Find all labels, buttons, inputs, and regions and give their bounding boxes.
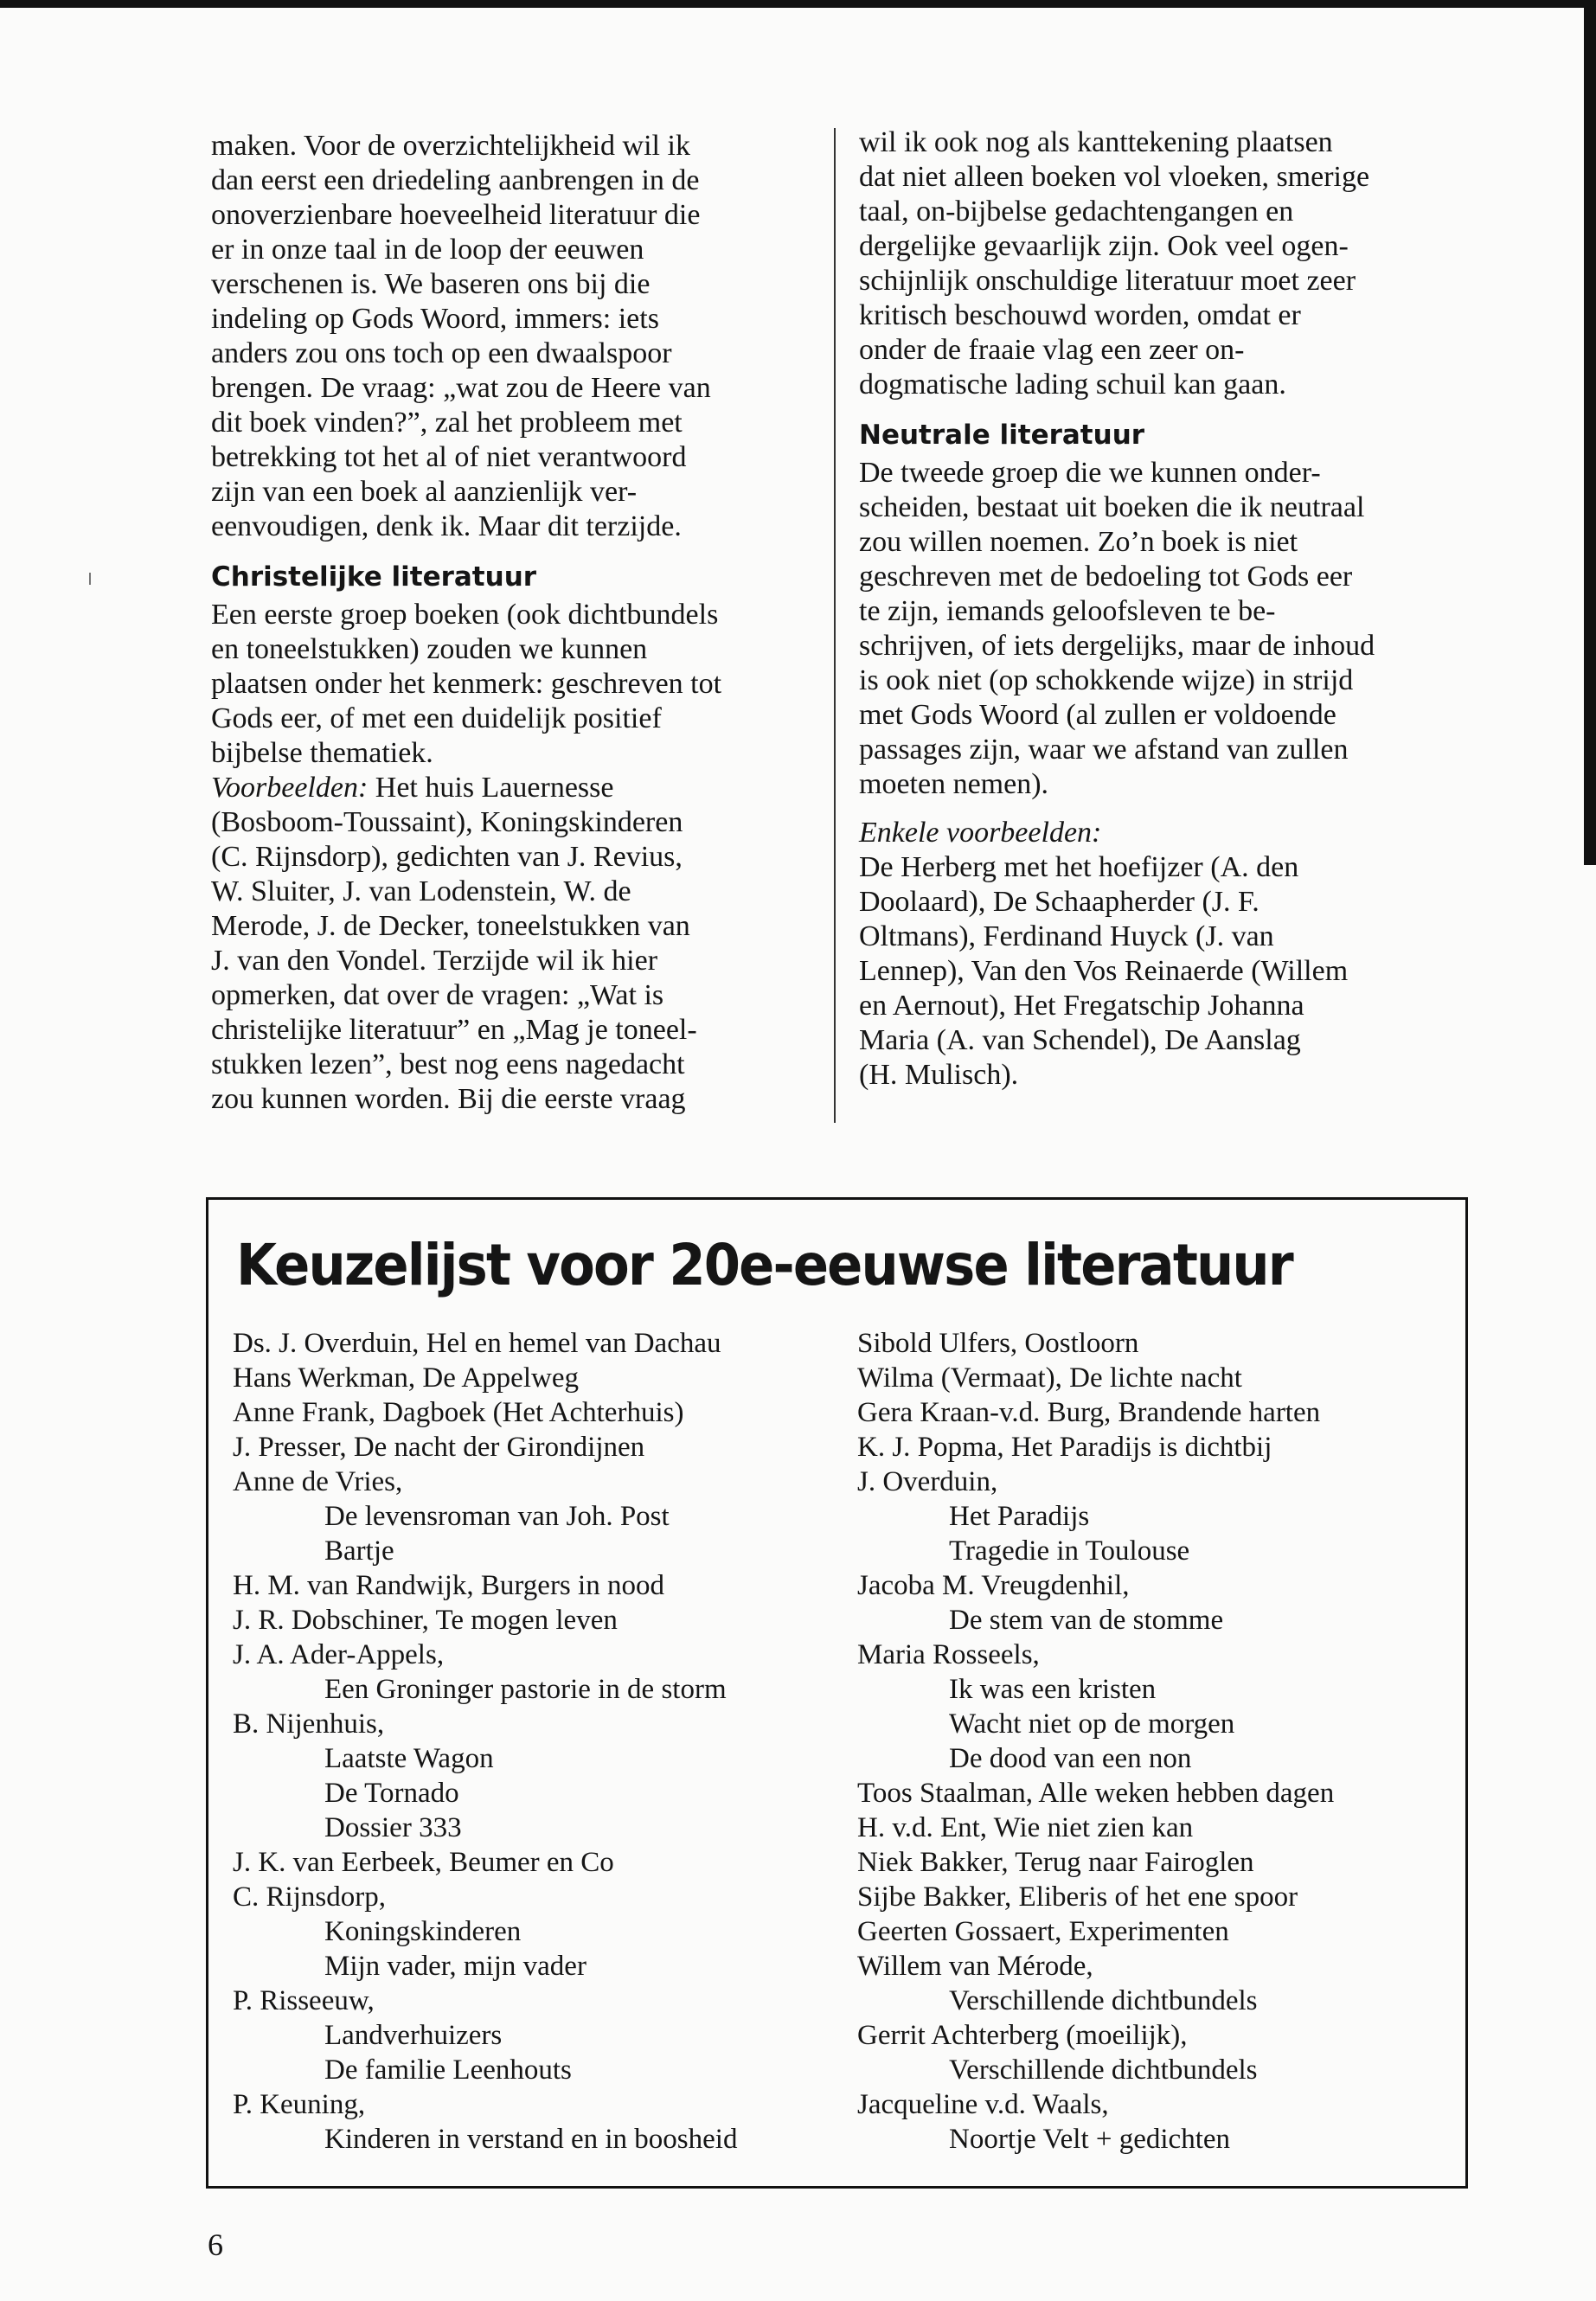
text-line: Lennep), Van den Vos Reinaerde (Willem	[859, 955, 1349, 987]
list-item: Anne Frank, Dagboek (Het Achterhuis)	[233, 1397, 684, 1428]
text-line: te zijn, iemands geloofsleven te be-	[859, 595, 1276, 627]
section-heading-neutral: Neutrale literatuur	[859, 420, 1145, 451]
list-item: De levensroman van Joh. Post	[324, 1501, 670, 1532]
text-line: anders zou ons toch op een dwaalspoor	[211, 337, 672, 369]
list-item: Hans Werkman, De Appelweg	[233, 1362, 579, 1394]
text-line: Doolaard), De Schaapherder (J. F.	[859, 886, 1259, 918]
text-line: Maria (A. van Schendel), De Aanslag	[859, 1024, 1301, 1056]
text-line: J. van den Vondel. Terzijde wil ik hier	[211, 945, 658, 977]
text-line: en toneelstukken) zouden we kunnen	[211, 633, 648, 665]
right-edge-bar	[1584, 0, 1596, 865]
text-line: met Gods Woord (al zullen er voldoende	[859, 699, 1336, 731]
list-item: Mijn vader, mijn vader	[324, 1951, 586, 1982]
list-item: J. K. van Eerbeek, Beumer en Co	[233, 1847, 614, 1878]
list-item: Wacht niet op de morgen	[949, 1708, 1235, 1740]
spacer	[859, 802, 1465, 816]
text-line: geschreven met de bedoeling tot Gods eer	[859, 561, 1353, 593]
text-line: brengen. De vraag: „wat zou de Heere van	[211, 372, 711, 404]
text-line: taal, on-bijbelse gedachtengangen en	[859, 195, 1294, 228]
text-line: dergelijke gevaarlijk zijn. Ook veel ogen-	[859, 230, 1349, 262]
text-line: dan eerst een driedeling aanbrengen in de	[211, 164, 700, 196]
list-item: Gerrit Achterberg (moeilijk),	[857, 2020, 1188, 2051]
text-line: onoverzienbare hoeveelheid literatuur die	[211, 199, 701, 231]
text-line: onder de fraaie vlag een zeer on-	[859, 334, 1245, 366]
list-item: Laatste Wagon	[324, 1743, 494, 1774]
list-item: P. Risseeuw,	[233, 1985, 375, 2016]
examples-label: Voorbeelden:	[211, 772, 369, 804]
text-line: is ook niet (op schokkende wijze) in strijd	[859, 664, 1354, 696]
list-item: H. v.d. Ent, Wie niet zien kan	[857, 1812, 1194, 1843]
list-item: P. Keuning,	[233, 2089, 366, 2120]
text-line: Oltmans), Ferdinand Huyck (J. van	[859, 920, 1274, 952]
text-line: Merode, J. de Decker, toneelstukken van	[211, 910, 690, 942]
text-line: plaatsen onder het kenmerk: geschreven tot	[211, 668, 722, 700]
text-line: Gods eer, of met een duidelijk positief	[211, 702, 662, 734]
text-line: Een eerste groep boeken (ook dichtbundels	[211, 599, 719, 631]
text-line: opmerken, dat over de vragen: „Wat is	[211, 979, 664, 1011]
list-item: J. A. Ader-Appels,	[233, 1639, 445, 1670]
list-item: J. Overduin,	[857, 1466, 998, 1497]
section-heading-christian: Christelijke literatuur	[211, 561, 537, 593]
list-item: De stem van de stomme	[949, 1605, 1224, 1636]
text-line: indeling op Gods Woord, immers: iets	[211, 303, 659, 335]
list-item: Willem van Mérode,	[857, 1951, 1093, 1982]
text-line: stukken lezen”, best nog eens nagedacht	[211, 1048, 685, 1080]
text-line: wil ik ook nog als kanttekening plaatsen	[859, 126, 1333, 158]
list-item: Tragedie in Toulouse	[949, 1535, 1190, 1567]
list-item: Een Groninger pastorie in de storm	[324, 1674, 727, 1705]
list-item: Toos Staalman, Alle weken hebben dagen	[857, 1778, 1335, 1809]
book-list-left	[233, 1326, 821, 2157]
examples-line	[211, 771, 817, 805]
text-line: zou kunnen worden. Bij die eerste vraag	[211, 1083, 686, 1115]
list-item: Niek Bakker, Terug naar Fairoglen	[857, 1847, 1254, 1878]
text-line: scheiden, bestaat uit boeken die ik neutraal	[859, 491, 1365, 523]
list-item: Het Paradijs	[949, 1501, 1090, 1532]
text-line: verschenen is. We baseren ons bij die	[211, 268, 651, 300]
list-item: Sijbe Bakker, Eliberis of het ene spoor	[857, 1881, 1298, 1913]
list-item: Koningskinderen	[324, 1916, 522, 1947]
list-item: J. Presser, De nacht der Girondijnen	[233, 1432, 645, 1463]
list-item: Ds. J. Overduin, Hel en hemel van Dachau	[233, 1328, 721, 1359]
list-item: Verschillende dichtbundels	[949, 1985, 1258, 2016]
list-item: B. Nijenhuis,	[233, 1708, 385, 1740]
text-line: betrekking tot het al of niet verantwoord	[211, 441, 687, 473]
list-item: Geerten Gossaert, Experimenten	[857, 1916, 1229, 1947]
list-item: Jacqueline v.d. Waals,	[857, 2089, 1109, 2120]
text-line: De tweede groep die we kunnen onder-	[859, 457, 1321, 489]
list-item: De familie Leenhouts	[324, 2054, 572, 2086]
list-item: Wilma (Vermaat), De lichte nacht	[857, 1362, 1242, 1394]
text-line: dogmatische lading schuil kan gaan.	[859, 369, 1286, 401]
list-item: Jacoba M. Vreugdenhil,	[857, 1570, 1130, 1601]
text-line: De Herberg met het hoefijzer (A. den	[859, 851, 1299, 883]
text-line: (C. Rijnsdorp), gedichten van J. Revius,	[211, 841, 683, 873]
list-item: De dood van een non	[949, 1743, 1192, 1774]
text-line: kritisch beschouwd worden, omdat er	[859, 299, 1301, 331]
examples-label: Enkele voorbeelden:	[859, 817, 1102, 849]
list-item: Gera Kraan-v.d. Burg, Brandende harten	[857, 1397, 1321, 1428]
book-list-right	[857, 1326, 1445, 2157]
list-item: J. R. Dobschiner, Te mogen leven	[233, 1605, 618, 1636]
text-line: schijnlijk onschuldige literatuur moet zeer	[859, 265, 1356, 297]
list-item: Noortje Velt + gedichten	[949, 2124, 1231, 2155]
column-divider	[834, 128, 836, 1123]
list-item: Dossier 333	[324, 1812, 462, 1843]
list-item: Kinderen in verstand en in boosheid	[324, 2124, 738, 2155]
margin-mark	[89, 573, 91, 585]
text-line: W. Sluiter, J. van Lodenstein, W. de	[211, 875, 631, 907]
text-line: christelijke literatuur” en „Mag je toneel-	[211, 1014, 697, 1046]
list-item: Bartje	[324, 1535, 394, 1567]
text-line: dat niet alleen boeken vol vloeken, smerige	[859, 161, 1370, 193]
left-article-column	[211, 129, 817, 1117]
list-item: Sibold Ulfers, Oostloorn	[857, 1328, 1139, 1359]
examples-first-line: Het huis Lauernesse	[368, 772, 614, 804]
text-line: zijn van een boek al aanzienlijk ver-	[211, 476, 638, 508]
list-item: K. J. Popma, Het Paradijs is dichtbij	[857, 1432, 1272, 1463]
page-number: 6	[208, 2227, 223, 2262]
right-article-column	[859, 125, 1465, 1093]
text-line: schrijven, of iets dergelijks, maar de inhoud	[859, 630, 1375, 662]
text-line: passages zijn, waar we afstand van zullen	[859, 734, 1349, 766]
text-line: er in onze taal in de loop der eeuwen	[211, 234, 644, 266]
list-item: H. M. van Randwijk, Burgers in nood	[233, 1570, 664, 1601]
text-line: zou willen noemen. Zo’n boek is niet	[859, 526, 1298, 558]
text-line: eenvoudigen, denk ik. Maar dit terzijde.	[211, 510, 682, 542]
text-line: (Bosboom-Toussaint), Koningskinderen	[211, 806, 683, 838]
list-item: Ik was een kristen	[949, 1674, 1157, 1705]
list-item: Landverhuizers	[324, 2020, 503, 2051]
book-list-box	[206, 1197, 1468, 2189]
list-item: Anne de Vries,	[233, 1466, 403, 1497]
top-border-rule	[0, 0, 1596, 8]
text-line: en Aernout), Het Fregatschip Johanna	[859, 990, 1304, 1022]
book-list-title: Keuzelijst voor 20e-eeuwse literatuur	[236, 1232, 1292, 1298]
text-line: maken. Voor de overzichtelijkheid wil ik	[211, 130, 690, 162]
text-line: moeten nemen).	[859, 768, 1049, 800]
text-line: bijbelse thematiek.	[211, 737, 433, 769]
list-item: De Tornado	[324, 1778, 459, 1809]
list-item: C. Rijnsdorp,	[233, 1881, 386, 1913]
text-line: dit boek vinden?”, zal het probleem met	[211, 407, 683, 439]
list-item: Verschillende dichtbundels	[949, 2054, 1258, 2086]
text-line: (H. Mulisch).	[859, 1059, 1019, 1091]
list-item: Maria Rosseels,	[857, 1639, 1040, 1670]
